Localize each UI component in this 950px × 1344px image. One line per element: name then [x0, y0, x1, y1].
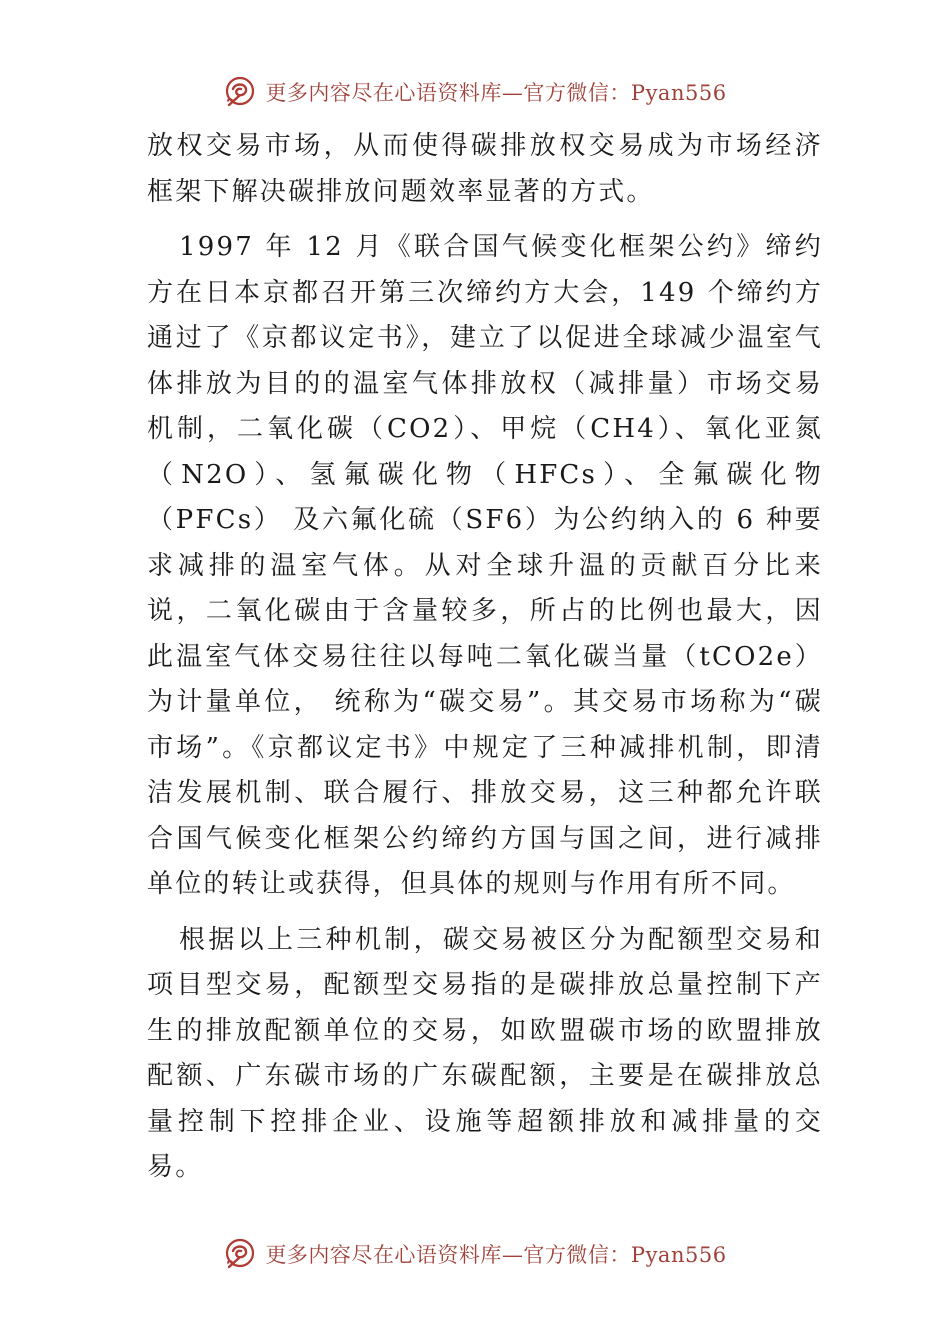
paragraph-continuation: 放权交易市场，从而使得碳排放权交易成为市场经济框架下解决碳排放问题效率显著的方式。	[147, 131, 823, 207]
paragraph-trading-types: 根据以上三种机制，碳交易被区分为配额型交易和项目型交易，配额型交易指的是碳排放总量控制下产生的排放配额单位的交易，如欧盟碳市场的欧盟排放配额、广东碳市场的广东碳配额，主要是在碳排放总量控制下控排企业、设施等超额排放和减排量的交易。	[147, 924, 823, 1182]
header-banner	[0, 72, 950, 112]
rose-icon	[223, 75, 257, 109]
footer-banner-text: 更多内容尽在心语资料库—官方微信：Pyan556	[265, 1243, 727, 1267]
document-body	[147, 124, 823, 1191]
header-banner-text: 更多内容尽在心语资料库—官方微信：Pyan556	[265, 81, 727, 105]
rose-icon	[223, 1237, 257, 1271]
paragraph-kyoto-protocol: 1997 年 12 月《联合国气候变化框架公约》缔约方在日本京都召开第三次缔约方大会，149 个缔约方通过了《京都议定书》，建立了以促进全球减少温室气体排放为目的的温室气体排放权（减排量）市场交易机制，二氧化碳（CO2）、甲烷（CH4）、氧化亚氮（N2O）、氢氟碳化物（HFCs）、全氟碳化物（PFCs） 及六氟化硫（SF6）为公约纳入的 6 种要求减排的温室气体。从对全球升温的贡献百分比来说，二氧化碳由于含量较多，所占的比例也最大，因此温室气体交易往往以每吨二氧化碳当量（tCO2e）为计量单位， 统称为“碳交易”。其交易市场称为“碳市场”。《京都议定书》中规定了三种减排机制，即清洁发展机制、联合履行、排放交易，这三种都允许联合国气候变化框架公约缔约方国与国之间，进行减排单位的转让或获得，但具体的规则与作用有所不同。	[147, 232, 823, 899]
footer-banner	[0, 1234, 950, 1274]
